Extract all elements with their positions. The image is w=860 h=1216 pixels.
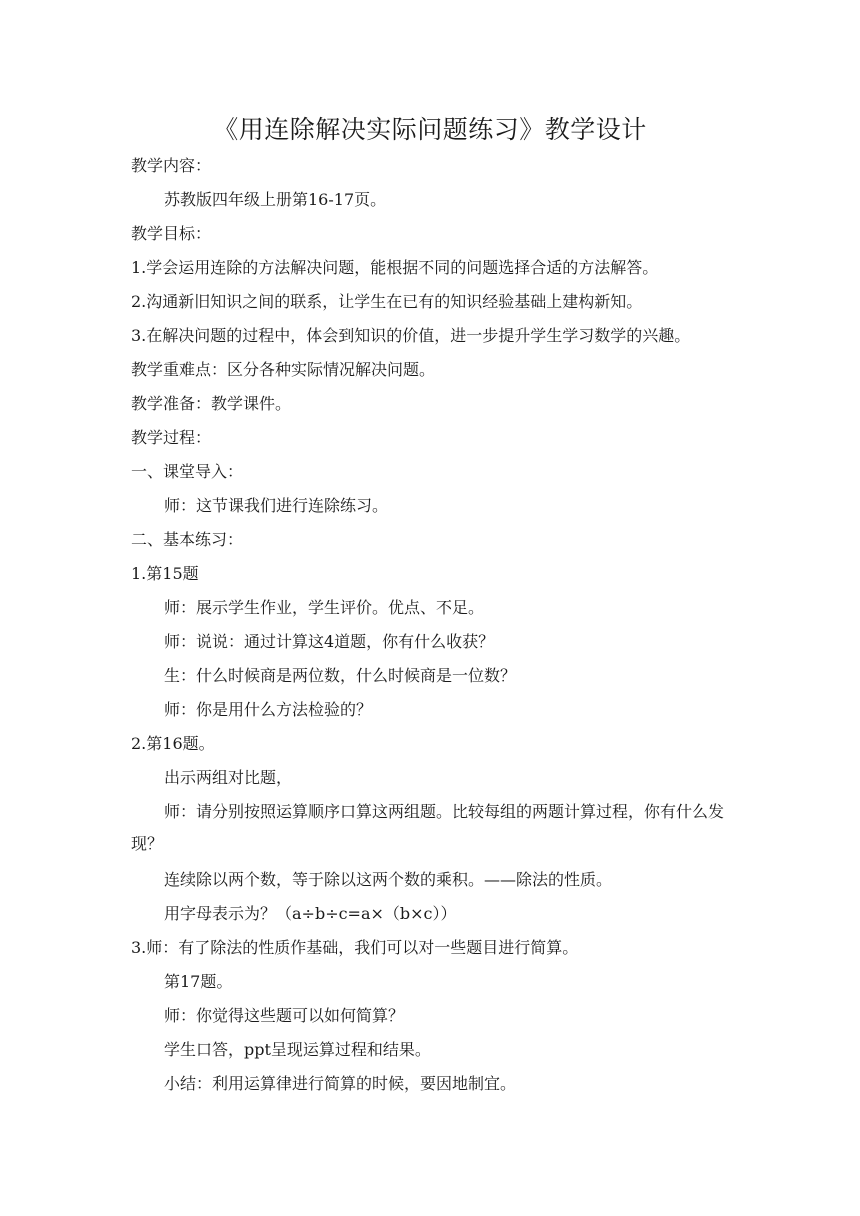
paragraph: 学生口答，ppt呈现运算过程和结果。 [164,1040,431,1059]
paragraph: 用字母表示为？（a÷b÷c=a×（b×c）） [164,904,457,923]
paragraph: 师：你觉得这些题可以如何简算？ [164,1006,405,1025]
section-heading: 教学准备：教学课件。 [131,394,292,413]
paragraph: 师：请分别按照运算顺序口算这两组题。比较每组的两题计算过程，你有什么发现？ [131,802,725,853]
section-heading: 教学重难点：区分各种实际情况解决问题。 [131,360,436,379]
paragraph: 师：说说：通过计算这4道题，你有什么收获？ [164,632,495,651]
paragraph: 师：展示学生作业，学生评价。优点、不足。 [164,598,485,617]
section-heading: 一、课堂导入： [131,462,244,481]
objective-item: 1.学会运用连除的方法解决问题，能根据不同的问题选择合适的方法解答。 [131,258,659,277]
exercise-heading: 2.第16题。 [131,734,215,753]
paragraph: 连续除以两个数，等于除以这两个数的乘积。——除法的性质。 [164,870,613,889]
section-heading: 教学内容： [131,156,212,175]
paragraph: 师：你是用什么方法检验的？ [164,700,373,719]
paragraph: 出示两组对比题， [164,768,293,787]
paragraph: 苏教版四年级上册第16-17页。 [164,190,387,209]
document-title: 《用连除解决实际问题练习》教学设计 [213,115,647,144]
objective-item: 2.沟通新旧知识之间的联系，让学生在已有的知识经验基础上建构新知。 [131,292,643,311]
objective-item: 3.在解决问题的过程中，体会到知识的价值，进一步提升学生学习数学的兴趣。 [131,326,691,345]
paragraph: 生：什么时候商是两位数，什么时候商是一位数？ [164,666,517,685]
paragraph: 第17题。 [164,972,233,991]
paragraph: 小结：利用运算律进行简算的时候，要因地制宜。 [164,1074,517,1093]
paragraph: 师：这节课我们进行连除练习。 [164,496,389,515]
section-heading: 教学目标： [131,224,212,243]
section-heading: 教学过程： [131,428,212,447]
exercise-heading: 1.第15题 [131,564,199,583]
exercise-heading: 3.师：有了除法的性质作基础，我们可以对一些题目进行简算。 [131,938,579,957]
section-heading: 二、基本练习： [131,530,244,549]
